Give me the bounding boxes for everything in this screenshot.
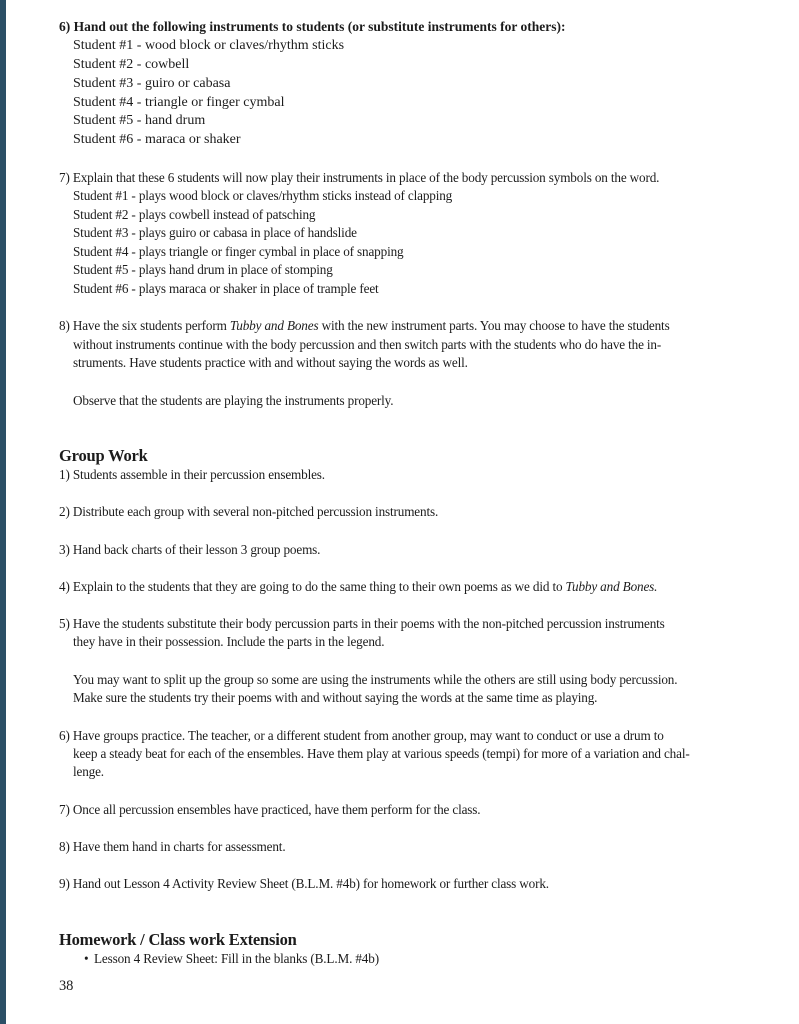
- observe-note: Observe that the students are playing the instruments properly.: [73, 393, 394, 408]
- group-step-6-line-3: lenge.: [73, 764, 104, 779]
- group-step-5-line-1: 5) Have the students substitute their body percussion parts in their poems with the non-pitched percussion instruments: [59, 616, 665, 631]
- step-7-item: Student #4 - plays triangle or finger cymbal in place of snapping: [73, 244, 404, 259]
- homework-heading: Homework / Class work Extension: [59, 930, 297, 949]
- group-step-1: 1) Students assemble in their percussion ensembles.: [59, 467, 325, 482]
- homework-item: Lesson 4 Review Sheet: Fill in the blanks (B.L.M. #4b): [94, 951, 379, 966]
- step-6-item: Student #1 - wood block or claves/rhythm sticks: [73, 38, 345, 53]
- group-step-8: 8) Have them hand in charts for assessment.: [59, 839, 286, 854]
- piece-title: Tubby and Bones: [229, 318, 319, 333]
- step-8-text: 8) Have the six students perform: [59, 318, 230, 333]
- group-step-9: 9) Hand out Lesson 4 Activity Review Sheet (B.L.M. #4b) for homework or further class work.: [59, 876, 549, 891]
- piece-title: Tubby and Bones.: [565, 579, 658, 594]
- homework-bullet-icon: •: [84, 951, 89, 966]
- group-step-3: 3) Hand back charts of their lesson 3 group poems.: [59, 542, 321, 557]
- step-6-item: Student #2 - cowbell: [73, 57, 190, 72]
- step-8-line-3: struments. Have students practice with and without saying the words as well.: [73, 355, 468, 370]
- group-step-5-note-line-2: Make sure the students try their poems with and without saying the words at the same time as playing.: [73, 690, 598, 705]
- step-7-item: Student #1 - plays wood block or claves/rhythm sticks instead of clapping: [73, 188, 453, 203]
- step-7-item: Student #5 - plays hand drum in place of stomping: [73, 262, 333, 277]
- step-6-item: Student #6 - maraca or shaker: [73, 132, 241, 147]
- group-step-6-line-2: keep a steady beat for each of the ensembles. Have them play at various speeds (tempi) for more of a variation and chal-: [73, 746, 690, 761]
- step-6-intro: 6) Hand out the following instruments to students (or substitute instruments for others):: [59, 19, 566, 34]
- step-6-item: Student #4 - triangle or finger cymbal: [73, 95, 285, 110]
- group-step-7: 7) Once all percussion ensembles have practiced, have them perform for the class.: [59, 802, 481, 817]
- group-work-heading: Group Work: [59, 446, 148, 465]
- group-step-6-line-1: 6) Have groups practice. The teacher, or a different student from another group, may want to conduct or use a drum to: [59, 728, 664, 743]
- step-8-line-2: without instruments continue with the body percussion and then switch parts with the students who do have the in-: [73, 337, 662, 352]
- group-step-5-line-2: they have in their possession. Include the parts in the legend.: [73, 634, 385, 649]
- step-7-item: Student #2 - plays cowbell instead of patsching: [73, 207, 316, 222]
- group-step-4-text: 4) Explain to the students that they are going to do the same thing to their own poems as we did to: [59, 579, 566, 594]
- step-7-item: Student #3 - plays guiro or cabasa in place of handslide: [73, 225, 357, 240]
- step-6-item: Student #3 - guiro or cabasa: [73, 76, 231, 91]
- page-number: 38: [59, 978, 74, 994]
- group-step-2: 2) Distribute each group with several non-pitched percussion instruments.: [59, 504, 439, 519]
- step-8-text: with the new instrument parts. You may choose to have the students: [318, 318, 670, 333]
- group-step-5-note-line-1: You may want to split up the group so some are using the instruments while the others are still using body percussion.: [73, 672, 678, 687]
- step-7-intro: 7) Explain that these 6 students will now play their instruments in place of the body percussion symbols on the word.: [59, 170, 660, 185]
- group-step-4: [59, 579, 657, 595]
- step-7-item: Student #6 - plays maraca or shaker in place of trample feet: [73, 281, 379, 296]
- step-8-line-1: [59, 318, 670, 334]
- step-6-item: Student #5 - hand drum: [73, 113, 206, 128]
